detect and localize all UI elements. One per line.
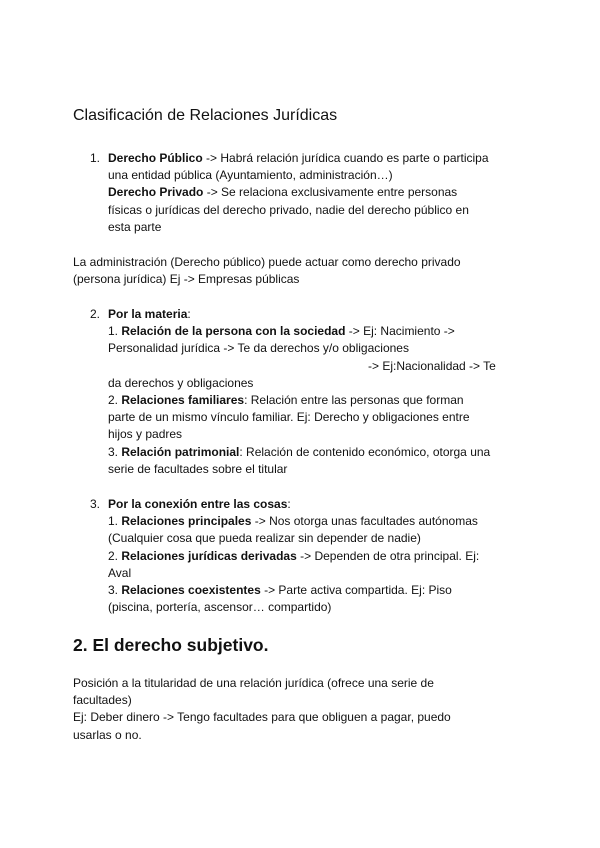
- derecho-privado-label: Derecho Privado: [108, 185, 204, 200]
- relacion-persona-sociedad-label: Relación de la persona con la sociedad: [121, 324, 346, 339]
- list-number-3: 3.: [89, 497, 100, 511]
- relaciones-principales-label: Relaciones principales: [121, 514, 252, 529]
- derecho-privado-text-end: esta parte: [108, 219, 162, 234]
- list-item-por-la-conexion: Por la conexión entre las cosas: 1. Relaciones principales -> Nos otorga unas facultades autónomas (Cualquier cosa que pueda realizar sin depender de nadie) 2. Relaciones jurídicas derivadas -> Dependen de otra principal. Ej: Aval 3. Relaciones coexistentes -> Parte activa compartida. Ej: Piso (piscina, portería, ascensor… compartido): [108, 497, 480, 615]
- derecho-publico-label: Derecho Público: [108, 151, 203, 165]
- derecho-publico-text-cont: una entidad pública (Ayuntamiento, administración…): [108, 168, 393, 183]
- relacion-patrimonial-label: Relación patrimonial: [121, 444, 240, 459]
- list-item-derecho-publico-privado: [108, 150, 489, 236]
- relaciones-familiares-label: Relaciones familiares: [121, 393, 245, 408]
- derecho-publico-text: -> Habrá relación jurídica cuando es parte o participa: [202, 151, 489, 165]
- chapter-title: 2. El derecho subjetivo.: [73, 635, 269, 655]
- derecho-privado-text: -> Se relaciona exclusivamente entre personas: [203, 185, 458, 200]
- relaciones-juridicas-derivadas-label: Relaciones jurídicas derivadas: [121, 548, 297, 563]
- list-item-por-la-materia: Por la materia: 1. Relación de la persona con la sociedad -> Ej: Nacimiento -> Personalidad jurídica -> Te da derechos y/o obligaciones -> Ej:Nacionalidad -> Te da derechos y obligaciones 2. Relaciones familiares: Relación entre las personas que forman parte de un mismo vínculo familiar. Ej: Derecho y obligaciones entre hijos y padres 3. Relación patrimonial: Relación de contenido económico, otorga una serie de facultades sobre el titular: [108, 307, 496, 476]
- relaciones-coexistentes-label: Relaciones coexistentes: [121, 583, 261, 598]
- list-number-1: 1.: [89, 151, 100, 165]
- por-la-conexion-heading: Por la conexión entre las cosas: [108, 497, 288, 511]
- section-title: Clasificación de Relaciones Jurídicas: [73, 107, 338, 124]
- por-la-materia-heading: Por la materia: [108, 307, 188, 321]
- administracion-paragraph: La administración (Derecho público) puede actuar como derecho privado (persona jurídica) Ej -> Empresas públicas: [73, 255, 461, 287]
- derecho-subjetivo-paragraph: Posición a la titularidad de una relación jurídica (ofrece una serie de facultades) Ej: Deber dinero -> Tengo facultades para que obliguen a pagar, puedo usarlas o no.: [73, 676, 451, 742]
- list-number-2: 2.: [89, 307, 100, 321]
- derecho-privado-text-cont: físicas o jurídicas del derecho privado, nadie del derecho público en: [108, 202, 469, 217]
